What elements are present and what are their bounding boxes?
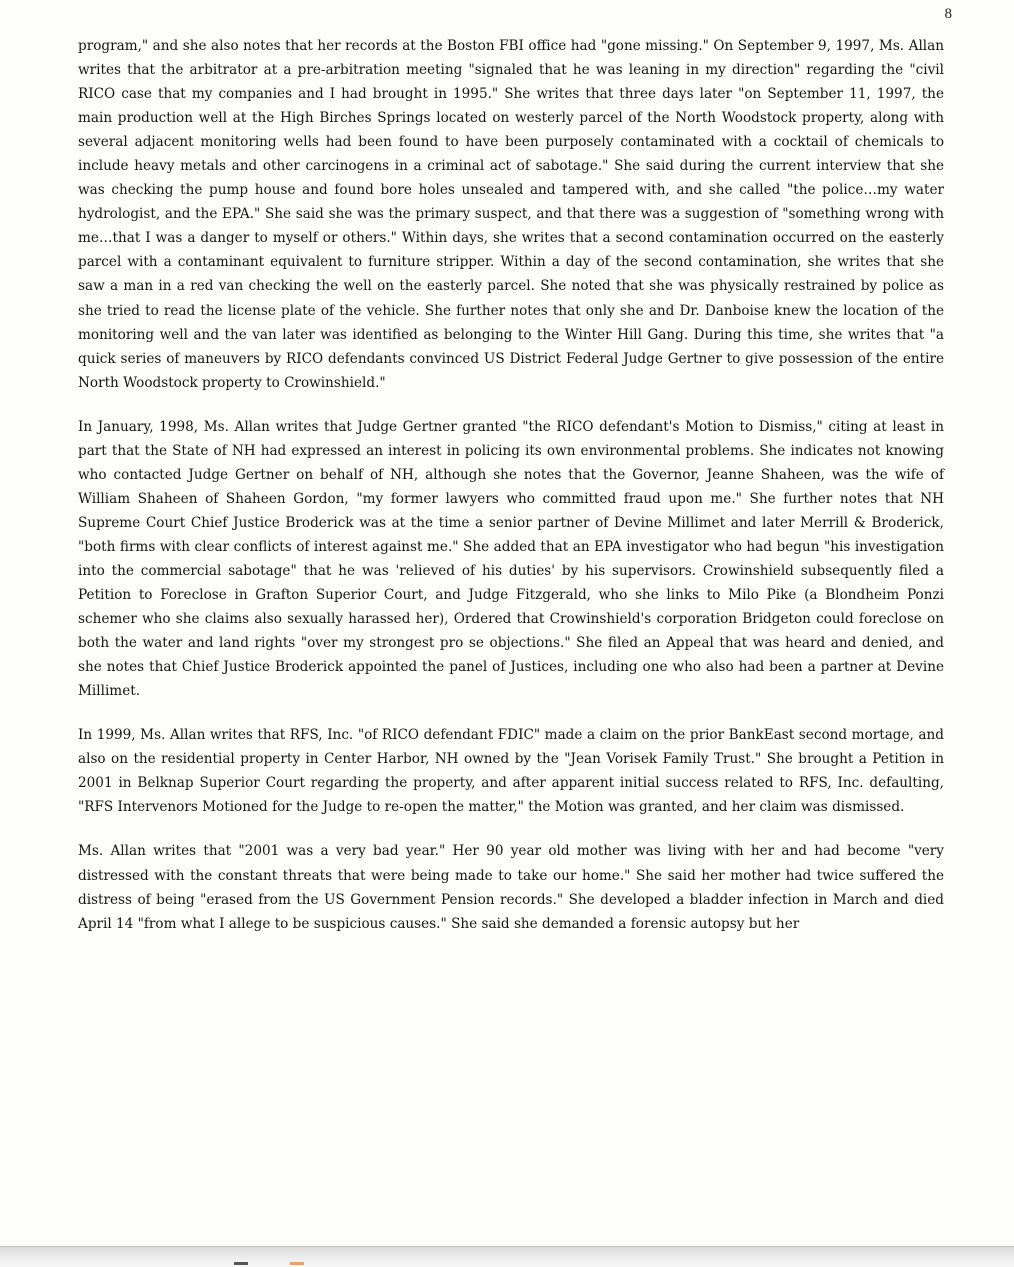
paragraph-2: In January, 1998, Ms. Allan writes that Judge Gertner granted "the RICO defendant's Motion to Dismiss," citing at least in part that the State of NH had expressed an interest in policing its own environmental problems. She indicates not knowing who contacted Judge Gertner on behalf of NH, although she notes that the Governor, Jeanne Shaheen, was the wife of William Shaheen of Shaheen Gordon, "my former lawyers who committed fraud upon me." She further notes that NH Supreme Court Chief Justice Broderick was at the time a senior partner of Devine Millimet and later Merrill & Broderick, "both firms with clear conflicts of interest against me." She added that an EPA investigator who had begun "his investigation into the commercial sabotage" that he was 'relieved of his duties' by his supervisors. Crowinshield subsequently filed a Petition to Foreclose in Grafton Superior Court, and Judge Fitzgerald, who she links to Milo Pike (a Blondheim Ponzi schemer who she claims also sexually harassed her), Ordered that Crowinshield's corporation Bridgeton could foreclose on both the water and land rights "over my strongest pro se objections." She filed an Appeal that was heard and denied, and she notes that Chief Justice Broderick appointed the panel of Justices, including one who also had been a partner at Devine Millimet. [78, 418, 944, 700]
page-number: 8 [944, 6, 952, 22]
paragraph-4: Ms. Allan writes that "2001 was a very bad year." Her 90 year old mother was living with her and had become "very distressed with the constant threats that were being made to take our home." She said her mother had twice suffered the distress of being "erased from the US Government Pension records." She developed a bladder infection in March and died April 14 "from what I allege to be suspicious causes." She said she demanded a forensic autopsy but her [78, 843, 944, 932]
scan-mark-orange [290, 1262, 304, 1265]
paragraph-3: In 1999, Ms. Allan writes that RFS, Inc. "of RICO defendant FDIC" made a claim on the prior BankEast second mortage, and also on the residential property in Center Harbor, NH owned by the "Jean Vorisek Family Trust." She brought a Petition in 2001 in Belknap Superior Court regarding the property, and after apparent initial success related to RFS, Inc. defaulting, "RFS Intervenors Motioned for the Judge to re-open the matter," the Motion was granted, and her claim was dismissed. [78, 727, 944, 816]
document-body [78, 34, 944, 956]
scan-bottom-edge [0, 1246, 1014, 1267]
paragraph-1: program," and she also notes that her records at the Boston FBI office had "gone missing." On September 9, 1997, Ms. Allan writes that the arbitrator at a pre-arbitration meeting "signaled that he was leaning in my direction" regarding the "civil RICO case that my companies and I had brought in 1995." She writes that three days later "on September 11, 1997, the main production well at the High Birches Springs located on westerly parcel of the North Woodstock property, along with several adjacent monitoring wells had been found to have been purposely contaminated with a cocktail of chemicals to include heavy metals and other carcinogens in a criminal act of sabotage." She said during the current interview that she was checking the pump house and found bore holes unsealed and tampered with, and she called "the police…my water hydrologist, and the EPA." She said she was the primary suspect, and that there was a suggestion of "something wrong with me…that I was a danger to myself or others." Within days, she writes that a second contamination occurred on the easterly parcel with a contaminant equivalent to furniture stripper. Within a day of the second contamination, she writes that she saw a man in a red van checking the well on the easterly parcel. She noted that she was physically restrained by police as she tried to read the license plate of the vehicle. She further notes that only she and Dr. Danboise knew the location of the monitoring well and the van later was identified as belonging to the Winter Hill Gang. During this time, she writes that "a quick series of maneuvers by RICO defendants convinced US District Federal Judge Gertner to give possession of the entire North Woodstock property to Crowinshield." [78, 38, 944, 391]
scan-mark-dark [234, 1262, 248, 1265]
